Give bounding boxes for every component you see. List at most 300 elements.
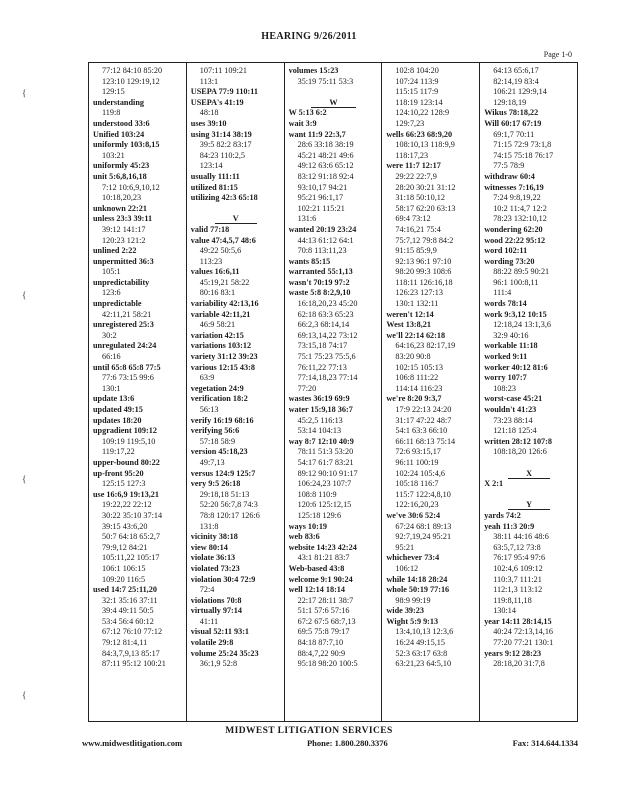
index-line: 67:2 67:5 68:7,13 [297, 616, 356, 626]
index-entry: wording 73:20 [484, 256, 535, 266]
index-line: 64:16,23 82:17,19 [395, 341, 456, 351]
index-line: 121:18 125:4 [493, 426, 537, 436]
index-line: 118:17,23 [395, 150, 429, 160]
index-line: 29:22 22:7,9 [395, 171, 437, 181]
index-line: 52:3 63:17 63:8 [395, 648, 448, 658]
index-line: 130:14 [493, 606, 516, 616]
index-entry: worry 107:7 [484, 373, 527, 383]
index-entry: wondering 62:20 [484, 224, 543, 234]
index-line: 106:24,23 107:7 [297, 479, 352, 489]
index-entry: version 45:18,23 [190, 447, 248, 457]
index-entry: understood 33:6 [93, 118, 150, 128]
index-line: 31:18 50:10,12 [395, 193, 445, 203]
index-entry: yeah 11:3 20:9 [484, 521, 535, 531]
index-entry: whichever 73:4 [386, 553, 440, 563]
index-line: 78:11 51:3 53:20 [297, 447, 354, 457]
index-entry: violations 70:8 [190, 595, 242, 605]
index-column [480, 63, 577, 721]
index-line: 45:19,21 58:22 [199, 277, 250, 287]
index-line: 35:19 75:11 53:3 [297, 76, 354, 86]
index-line: 87:11 95:12 100:21 [102, 659, 166, 669]
index-line: 123:10 129:19,12 [102, 76, 160, 86]
index-line: 63:5,7,12 73:8 [493, 542, 541, 552]
index-entry: word 102:11 [484, 246, 528, 256]
index-entry: weren't 12:14 [386, 309, 434, 319]
index-line: 39:5 82:2 83:17 [199, 140, 252, 150]
index-line: 7:12 10:6,9,10,12 [102, 182, 160, 192]
index-entry: updates 18:20 [93, 415, 142, 425]
index-line: 84:23 110:2,5 [199, 150, 245, 160]
index-line: 13:4,10,13 12:3,6 [395, 627, 454, 637]
index-line: 52:20 56:7,8 74:3 [199, 500, 258, 510]
index-line [191, 204, 281, 215]
index-entry: using 31:14 38:19 [190, 129, 252, 139]
index-line: 76:11,22 77:13 [297, 362, 347, 372]
index-line: 56:13 [199, 405, 219, 414]
index-line: 17:9 22:13 24:20 [395, 405, 452, 414]
index-line: 49:22 50:5,6 [199, 246, 242, 256]
index-entry: workable 11:18 [484, 341, 538, 351]
index-entry: volume 25:24 35:23 [190, 648, 259, 658]
index-line: 120:23 121:2 [102, 235, 146, 245]
index-line: 74:15 75:18 76:17 [493, 150, 554, 160]
index-line: 120:6 125:12,15 [297, 500, 352, 510]
index-line: 119:8 [102, 108, 121, 118]
index-entry: updated 49:15 [93, 405, 143, 414]
index-line: 131:6 [297, 214, 317, 224]
index-entry: waste 5:8 8:2,9,10 [288, 288, 351, 298]
index-entry: years 9:12 28:23 [484, 648, 542, 658]
index-entry: versus 124:9 125:7 [190, 468, 256, 478]
index-entry: variety 31:12 39:23 [190, 352, 258, 362]
index-entry: variable 42:11,21 [190, 309, 251, 319]
index-entry: variation 42:15 [190, 330, 244, 340]
index-line: 102:15 105:13 [395, 362, 443, 372]
index-line: 106:8 111:22 [395, 373, 439, 383]
index-line: 106:12 [395, 563, 419, 573]
index-line: 16:24 49:15,15 [395, 638, 445, 648]
index-line: 72:4 [199, 585, 215, 595]
index-line: 67:24 68:1 89:13 [395, 521, 452, 531]
index-line: 95:21 [395, 542, 415, 552]
index-line: 54:17 61:7 83:21 [297, 457, 354, 467]
binding-mark: { [22, 88, 27, 98]
index-line: 73:15,18 74:17 [297, 341, 348, 351]
index-line: 129:18,19 [493, 97, 527, 107]
index-entry: unless 23:3 39:11 [93, 214, 153, 224]
index-line: 70:8 113:11,23 [297, 246, 347, 256]
index-entry: written 28:12 107:8 [484, 436, 552, 446]
index-line: 80:16 83:1 [199, 288, 236, 298]
index-line: 102:24 105:4,6 [395, 468, 445, 478]
index-line: 30:2 [102, 330, 117, 340]
index-entry: upgradient 109:12 [93, 426, 157, 436]
index-line: 125:15 127:3 [102, 479, 146, 489]
index-entry: up-front 95:20 [93, 468, 144, 478]
index-line: 78:23 132:10,12 [493, 214, 547, 224]
index-entry: unpermitted 36:3 [93, 256, 154, 266]
index-line: 67:12 76:10 77:12 [102, 627, 163, 637]
index-line: 41:11 [199, 616, 219, 626]
index-line: 98:9 99:19 [395, 595, 431, 605]
index-entry: Web-based 43:8 [288, 563, 345, 573]
index-line: 96:11 100:19 [395, 457, 439, 467]
index-line: 58:17 62:20 63:13 [395, 203, 456, 213]
index-line: 111:4 [493, 288, 512, 298]
index-entry: verify 16:19 68:16 [190, 415, 254, 425]
index-entry: wait 3:9 [288, 118, 317, 128]
index-line: 122:16,20,23 [395, 500, 439, 510]
index-line: 95:18 98:20 100:5 [297, 659, 358, 669]
index-line: 66:2,3 68:14,14 [297, 320, 350, 330]
index-line: 50:7 64:18 65:2,7 [102, 532, 160, 542]
index-entry: wells 66:23 68:9,20 [386, 129, 453, 139]
index-entry: uniformly 45:23 [93, 161, 150, 171]
index-line: 123:6 [102, 288, 121, 298]
index-entry: want 11:9 22:3,7 [288, 129, 346, 139]
index-entry: warranted 55:1,13 [288, 267, 353, 277]
index-line: 51:1 57:6 57:16 [297, 606, 350, 616]
index-line: 83:12 91:18 92:4 [297, 171, 354, 181]
index-line: 76:17 95:4 97:6 [493, 553, 546, 563]
index-line: 77:20 [297, 383, 317, 393]
index-entry: usually 111:11 [190, 171, 240, 181]
index-line [289, 87, 379, 98]
index-entry: we'll 22:14 62:18 [386, 330, 446, 340]
index-entry: Wikus 78:18,22 [484, 108, 539, 118]
index-line: 115:15 117:9 [395, 87, 439, 97]
footer-website: www.midwestlitigation.com [82, 738, 183, 748]
index-entry: wide 39:23 [386, 606, 424, 616]
index-line: 109:19 119:5,10 [102, 436, 156, 446]
index-column [89, 63, 187, 721]
index-line: 63:9 [199, 373, 215, 383]
index-column [285, 63, 383, 721]
index-line: 32:9 40:16 [493, 330, 529, 340]
index-entry: way 8:7 12:10 40:9 [288, 436, 354, 446]
index-line: 53:14 104:13 [297, 426, 342, 436]
index-line: 108:23 [493, 383, 516, 393]
index-entry: unpredictability [93, 277, 150, 287]
index-entry: unregistered 25:3 [93, 320, 154, 330]
index-entry: use 16:6,9 19:13,21 [93, 489, 159, 499]
index-line: 32:1 35:16 37:11 [102, 595, 158, 605]
index-entry: Unified 103:24 [93, 129, 145, 139]
index-entry: while 14:18 28:24 [386, 574, 448, 584]
index-line: 66:11 68:13 75:14 [395, 436, 456, 446]
index-entry: vegetation 24:9 [190, 383, 244, 393]
index-line: 73:23 88:14 [493, 415, 533, 425]
index-line: 42:11,21 58:21 [102, 309, 152, 319]
binding-mark: { [22, 474, 27, 484]
index-line: 31:17 47:22 48:7 [395, 415, 452, 425]
index-line: 79:12 81:4,11 [102, 638, 148, 648]
binding-mark: { [22, 690, 27, 700]
index-entry: West 13:8,21 [386, 320, 431, 330]
index-line: 77:20 77:21 130:1 [493, 638, 554, 648]
section-letter [191, 214, 281, 225]
index-line: 125:18 129:6 [297, 510, 342, 520]
index-line: 115:7 122:4,8,10 [395, 489, 451, 499]
section-letter-label: W [311, 98, 355, 108]
index-entry: visual 52:11 93:1 [190, 627, 250, 637]
index-entry: work 9:3,12 10:15 [484, 309, 547, 319]
index-line: 78:8 120:17 126:6 [199, 510, 260, 520]
index-entry: wasn't 70:19 97:2 [288, 277, 350, 287]
index-line: 43:1 81:21 83:7 [297, 553, 350, 563]
index-line: 130:1 132:11 [395, 299, 439, 309]
index-line: 30:22 35:10 37:14 [102, 510, 163, 520]
index-entry: volatile 29:8 [190, 638, 234, 648]
section-letter-label: Y [508, 500, 550, 510]
index-line: 75:7,12 79:8 84:2 [395, 235, 454, 245]
footer-fax: Fax: 314.644.1334 [512, 738, 578, 748]
index-line: 108:10,13 118:9,9 [395, 140, 455, 150]
index-entry: wanted 20:19 23:24 [288, 224, 357, 234]
index-line: 71:15 72:9 73:1,8 [493, 140, 552, 150]
index-entry: violation 30:4 72:9 [190, 574, 256, 584]
index-line: 105:11,22 105:17 [102, 553, 160, 563]
section-letter-label: V [215, 214, 257, 224]
index-line: 69:4 73:12 [395, 214, 431, 224]
index-line: 77:6 73:15 99:6 [102, 373, 154, 383]
index-line: 102:8 104:20 [395, 66, 439, 75]
index-line: 28:18,20 31:7,8 [493, 659, 545, 669]
index-line: 92:7,19,24 95:21 [395, 532, 452, 542]
index-entry: variations 103:12 [190, 341, 252, 351]
index-entry: worker 40:12 81:6 [484, 362, 548, 372]
index-line: 53:4 56:4 60:12 [102, 616, 154, 626]
index-line: 88:22 89:5 90:21 [493, 267, 550, 277]
index-line: 91:15 85:9,9 [395, 246, 437, 256]
index-line: 82:14,19 83:4 [493, 76, 539, 86]
index-line: 109:20 116:5 [102, 574, 146, 584]
index-line: 12:18,24 13:1,3,6 [493, 320, 551, 330]
binding-mark: { [22, 290, 27, 300]
index-line: 107:11 109:21 [199, 66, 248, 75]
index-line: 118:11 126:16,18 [395, 277, 453, 287]
index-line: 84:3,7,9,13 85:17 [102, 648, 160, 658]
index-line: 40:24 72:13,14,16 [493, 627, 554, 637]
index-column [187, 63, 285, 721]
index-line: 39:15 43:6,20 [102, 521, 148, 531]
index-line: 105:18 116:7 [395, 479, 439, 489]
index-line: 95:21 96:1,17 [297, 193, 344, 203]
index-entry: wood 22:22 95:12 [484, 235, 546, 245]
index-entry: web 83:6 [288, 532, 320, 542]
index-line: 16:18,20,23 45:20 [297, 299, 358, 309]
index-entry: USEPA's 41:19 [190, 97, 244, 107]
index-line: 10:2 11:4,7 12:2 [493, 203, 547, 213]
index-entry: words 78:14 [484, 299, 527, 309]
index-entry: utilizing 42:3 65:18 [190, 193, 258, 203]
index-line: 102:4,6 109:12 [493, 563, 543, 573]
index-line: 69:1,7 70:11 [493, 129, 535, 139]
index-entry: upper-bound 80:22 [93, 457, 160, 467]
index-entry: violate 36:13 [190, 553, 236, 563]
index-line: 75:1 75:23 75:5,6 [297, 352, 356, 362]
index-line: 108:8 110:9 [297, 489, 337, 499]
index-line: 57:18 58:9 [199, 436, 236, 446]
index-line: 84:18 87:7,10 [297, 638, 344, 648]
index-entry: uses 39:10 [190, 118, 227, 128]
index-line: 126:23 127:13 [395, 288, 443, 298]
section-letter [484, 500, 574, 511]
document-title: HEARING 9/26/2011 [261, 31, 357, 42]
index-entry: unknown 22:21 [93, 203, 147, 213]
index-line: 46:9 58:21 [199, 320, 236, 330]
index-entry: X 2:1 [484, 479, 504, 489]
index-line: 69:5 75:8 79:17 [297, 627, 350, 637]
index-line: 45:2,5 116:13 [297, 415, 343, 425]
index-entry: witnesses 7:16,19 [484, 182, 544, 192]
index-entry: worked 9:11 [484, 352, 528, 362]
index-line: 48:18 [199, 108, 219, 118]
index-entry: W 5:13 6:2 [288, 108, 327, 118]
index-entry: unpredictable [93, 299, 142, 309]
index-line: 103:21 [102, 150, 125, 160]
index-line: 69:13,14,22 73:12 [297, 330, 358, 340]
index-line [484, 458, 574, 469]
index-line: 38:11 44:16 48:6 [493, 532, 549, 542]
index-line: 129:15 [102, 87, 125, 97]
index-entry: vicinity 38:18 [190, 532, 238, 542]
index-entry: withdraw 60:4 [484, 171, 535, 181]
index-entry: unit 5:6,8,16,18 [93, 171, 147, 181]
index-line: 77:14,18,23 77:14 [297, 373, 358, 383]
index-line: 54:1 63:3 66:10 [395, 426, 448, 436]
section-letter [484, 469, 574, 480]
index-entry: water 15:9,18 36:7 [288, 405, 353, 414]
footer-company: MIDWEST LITIGATION SERVICES [225, 726, 393, 736]
index-entry: welcome 9:1 90:24 [288, 574, 353, 584]
index-entry: worst-case 45:21 [484, 394, 543, 404]
index-line: 110:3,7 111:21 [493, 574, 542, 584]
footer-contact-row [82, 738, 578, 748]
index-line: 28:20 30:21 31:12 [395, 182, 456, 192]
index-line: 74:16,21 75:4 [395, 224, 441, 234]
index-line: 124:10,22 128:9 [395, 108, 450, 118]
index-entry: unregulated 24:24 [93, 341, 157, 351]
index-line: 64:13 65:6,17 [493, 66, 539, 75]
index-line: 129:7,23 [395, 118, 425, 128]
index-line: 66:16 [102, 352, 121, 362]
index-line: 28:6 33:18 38:19 [297, 140, 354, 150]
index-entry: virtually 97:14 [190, 606, 242, 616]
index-line: 131:8 [199, 521, 219, 531]
index-line: 72:6 93:15,17 [395, 447, 441, 457]
index-line: 22:17 28:11 38:7 [297, 595, 354, 605]
index-line: 49:7,13 [199, 457, 225, 467]
index-entry: wants 85:15 [288, 256, 331, 266]
page-number: Page 1-0 [543, 50, 572, 59]
index-entry: we're 8:20 9:3,7 [386, 394, 442, 404]
index-line: 107:24 113:9 [395, 76, 439, 86]
index-line: 92:13 96:1 97:10 [395, 256, 452, 266]
index-entry: Wight 5:9 9:13 [386, 616, 439, 626]
index-line: 119:8,11,18 [493, 595, 532, 605]
index-entry: yards 74:2 [484, 510, 521, 520]
index-column [382, 63, 480, 721]
index-line: 113:1 [199, 76, 219, 86]
index-entry: verifying 56:6 [190, 426, 240, 436]
index-entry: utilized 81:15 [190, 182, 238, 192]
index-line: 118:19 123:14 [395, 97, 443, 107]
index-entry: uniformly 103:8,15 [93, 140, 160, 150]
index-entry: wastes 36:19 69:9 [288, 394, 350, 404]
index-line: 83:20 90:8 [395, 352, 431, 362]
index-line: 79:9,12 84:21 [102, 542, 148, 552]
index-entry: very 9:5 26:18 [190, 479, 241, 489]
index-entry: wouldn't 41:23 [484, 405, 537, 414]
index-entry: well 12:14 18:14 [288, 585, 345, 595]
section-letter [289, 98, 379, 109]
index-line: 98:20 99:3 108:6 [395, 267, 452, 277]
index-entry: value 47:4,5,7 48:6 [190, 235, 256, 245]
footer-phone: Phone: 1.800.280.3376 [306, 738, 388, 748]
index-line: 45:21 48:21 49:6 [297, 150, 354, 160]
index-entry: ways 10:19 [288, 521, 328, 531]
index-line: 105:1 [102, 267, 121, 277]
index-line: 88:4,7,22 90:9 [297, 648, 346, 658]
index-entry: USEPA 77:9 110:11 [190, 87, 258, 97]
index-line: 108:18,20 126:6 [493, 447, 547, 457]
index-line: 106:1 106:15 [102, 563, 146, 573]
index-entry: volumes 15:23 [288, 66, 339, 75]
section-letter-label: X [508, 469, 550, 479]
index-line: 49:12 63:6 65:12 [297, 161, 354, 171]
index-line: 36:1,9 52:8 [199, 659, 238, 669]
index-entry: were 11:7 12:17 [386, 161, 441, 171]
index-entry: unlined 2:22 [93, 246, 137, 256]
index-line: 7:24 9:8,19,22 [493, 193, 541, 203]
index-line: 63:21,23 64:5,10 [395, 659, 452, 669]
index-entry: update 13:6 [93, 394, 135, 404]
index-entry: values 16:6,11 [190, 267, 240, 277]
index-entry: verification 18:2 [190, 394, 248, 404]
index-line: 93:10,17 94:21 [297, 182, 348, 192]
index-line: 39:4 49:11 50:5 [102, 606, 154, 616]
index-entry: variability 42:13,16 [190, 299, 259, 309]
index-line: 112:1,3 113:12 [493, 585, 543, 595]
index-line: 113:23 [199, 256, 223, 266]
index-line: 123:14 [199, 161, 223, 171]
index-entry: we've 30:6 52:4 [386, 510, 441, 520]
index-entry: used 14:7 25:11,20 [93, 585, 157, 595]
index-line: 96:1 100:8,11 [493, 277, 539, 287]
index-line: 89:12 90:10 91:17 [297, 468, 358, 478]
index-entry: whole 50:19 77:16 [386, 585, 450, 595]
index-line: 29:18,18 51:13 [199, 489, 250, 499]
index-line: 62:18 63:3 65:23 [297, 309, 354, 319]
index-line: 77:12 84:10 85:20 [102, 66, 163, 75]
index-line: 130:1 [102, 383, 121, 393]
index-line: 10:18,20,23 [102, 193, 142, 203]
index-line: 114:14 116:23 [395, 383, 443, 393]
index-entry: understanding [93, 97, 144, 107]
index-entry: valid 77:18 [190, 224, 230, 234]
word-index-table [88, 62, 578, 722]
index-entry: view 80:14 [190, 542, 228, 552]
index-entry: Will 60:17 67:19 [484, 118, 542, 128]
index-line: 39:12 141:17 [102, 224, 146, 234]
index-entry: website 14:23 42:24 [288, 542, 357, 552]
index-entry: until 65:8 65:8 77:5 [93, 362, 161, 372]
index-entry: year 14:11 28:14,15 [484, 616, 552, 626]
index-line: 102:21 115:21 [297, 203, 345, 213]
index-line: 44:13 61:12 64:1 [297, 235, 354, 245]
index-line: 77:5 78:9 [493, 161, 525, 171]
